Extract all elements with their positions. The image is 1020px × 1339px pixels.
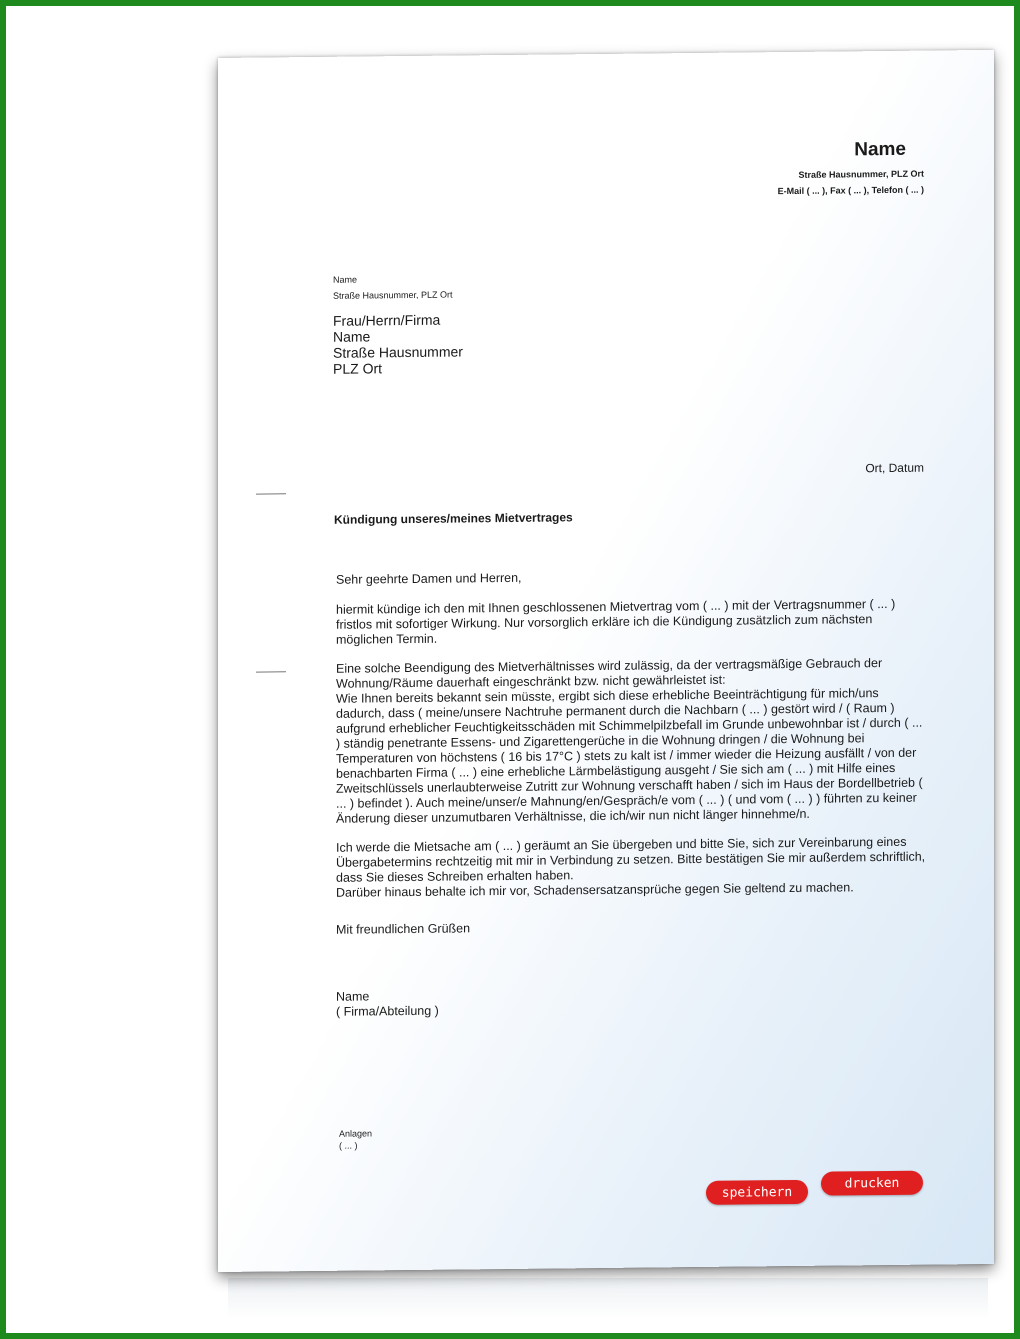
attachments-label: Anlagen xyxy=(339,1128,373,1139)
signature-department: ( Firma/Abteilung ) xyxy=(336,1003,439,1019)
return-address-street: Straße Hausnummer, PLZ Ort xyxy=(333,289,453,301)
closing: Mit freundlichen Grüßen xyxy=(336,921,471,937)
sender-street: Straße Hausnummer, PLZ Ort xyxy=(798,168,924,180)
paragraph-reason-details: Wie Ihnen bereits bekannt sein müsste, ergibt sich diese erhebliche Beeinträchtigung für mich/uns dadurch, dass ( meine/unsere Nachtruhe permanent durch die Nachbarn ( ... ) gestört wird / ( Raum ) aufgrund erheblicher Feuchtigkeitsschäden mit Schimmelpilzbefall im Grunde unbewohnbar ist / durch ( ... ) ständig penetrante Essens- und Zigarettengerüche in die Wohnung dringen / die Wohnung bei Temperaturen von höchstens ( 16 bis 17°C ) stets zu kalt ist / immer wieder die Heizung ausfällt / von der benachbarten Firma ( ... ) eine erhebliche Lärmbelästigung ausgeht / Sie sich am ( ... ) mit Hilfe eines Zweitschlüssels unerlaubterweise Zutritt zur Wohnung verschafft haben / sich im Haus der Bordellbetrieb ( ... ) befindet ). Auch meine/unser/e Mahnung/en/Gespräch/e vom ( ... ) ( und vom ( ... ) ) führten zu keiner Änderung dieser unzumutbaren Verhältnisse, die ich/wir nun nicht länger hinnehme/n. xyxy=(336,686,923,826)
recipient-line-4: PLZ Ort xyxy=(333,360,383,377)
recipient-line-3: Straße Hausnummer xyxy=(333,343,463,361)
paper-reflection xyxy=(228,1278,988,1318)
print-button[interactable]: drucken xyxy=(821,1171,923,1196)
sender-name: Name xyxy=(854,138,906,161)
paragraph-damages: Darüber hinaus behalte ich mir vor, Schadensersatzansprüche gegen Sie geltend zu machen. xyxy=(336,880,854,900)
recipient-line-1: Frau/Herrn/Firma xyxy=(333,311,441,329)
paragraph-termination: hiermit kündige ich den mit Ihnen geschlossenen Mietvertrag vom ( ... ) mit der Vertragsnummer ( ... ) fristlos mit sofortiger Wirkung. Nur vorsorglich erkläre ich die Kündigung zusätzlich zum nächsten möglichen Termin. xyxy=(336,596,896,647)
save-button[interactable]: speichern xyxy=(706,1180,808,1205)
recipient-address xyxy=(333,311,463,376)
paragraph-reason-intro: Eine solche Beendigung des Mietverhältnisses wird zulässig, da der vertragsmäßige Gebrauch der Wohnung/Räume dauerhaft eingeschränkt bzw. nicht gewährleistet ist: xyxy=(336,656,883,691)
salutation: Sehr geehrte Damen und Herren, xyxy=(336,570,522,587)
return-address-name: Name xyxy=(333,274,358,285)
fold-mark-top xyxy=(256,493,286,494)
sender-contact: E-Mail ( ... ), Fax ( ... ), Telefon ( ... ) xyxy=(777,184,924,197)
fold-mark-middle xyxy=(256,671,286,672)
letter-document xyxy=(218,50,994,1272)
recipient-line-2: Name xyxy=(333,328,371,345)
attachments-value: ( ... ) xyxy=(339,1140,358,1151)
letter-body xyxy=(336,597,926,1020)
paragraph-handover: Ich werde die Mietsache am ( ... ) geräumt an Sie übergeben und bitte Sie, sich zur Vereinbarung eines Übergabetermins rechtzeitig mit mir in Verbindung zu setzen. Bitte bestätigen Sie mir außerdem schriftlich, dass Sie dieses Schreiben erhalten haben. xyxy=(336,834,926,885)
place-date: Ort, Datum xyxy=(865,460,924,476)
signature-name: Name xyxy=(336,989,370,1004)
letter-subject: Kündigung unseres/meines Mietvertrages xyxy=(334,510,573,527)
